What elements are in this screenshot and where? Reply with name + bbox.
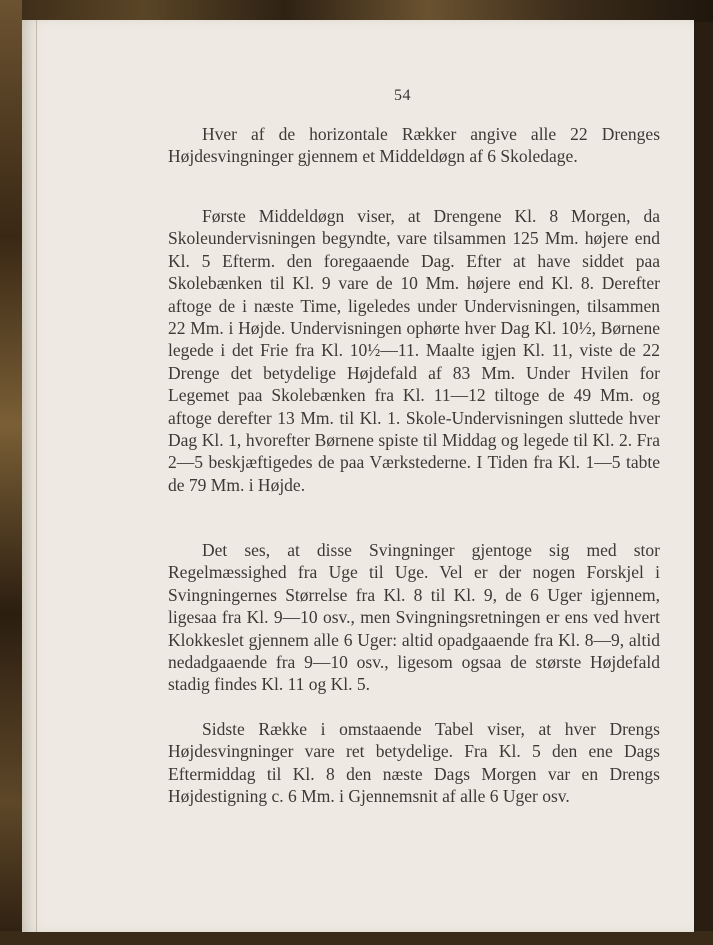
book-page	[22, 20, 694, 932]
book-binding-bottom	[0, 931, 713, 945]
paragraph-2: Første Middeldøgn viser, at Drengene Kl. 8 Morgen, da Skoleundervisningen begyndte, vare tilsammen 125 Mm. højere end Kl. 5 Efterm. den foregaaende Dag. Efter at have siddet paa Skolebænken til Kl. 9 vare de 10 Mm. højere end Kl. 8. Derefter aftoge de i næste Time, ligeledes under Undervisningen, tilsammen 22 Mm. i Højde. Undervisningen ophørte hver Dag Kl. 10½, Børnene legede i det Frie fra Kl. 10½—11. Maalte igjen Kl. 11, viste de 22 Drenge det betydelige Højdefald af 83 Mm. Under Hvilen for Legemet paa Skolebænken fra Kl. 11—12 tiltoge de 49 Mm. og aftoge derefter 13 Mm. til Kl. 1. Skole-Undervisningen sluttede hver Dag Kl. 1, hvorefter Børnene spiste til Middag og legede til Kl. 2. Fra 2—5 beskjæftigedes de paa Værkstederne. I Tiden fra Kl. 1—5 tabte de 79 Mm. i Højde.	[168, 206, 660, 495]
paragraph-1: Hver af de horizontale Rækker angive alle 22 Drenges Højdesvingninger gjennem et Middeldøgn af 6 Skoledage.	[168, 124, 660, 167]
book-binding-top	[0, 0, 713, 22]
page-gutter	[36, 20, 37, 932]
book-binding-left	[0, 0, 22, 945]
paragraph-3: Det ses, at disse Svingninger gjentoge sig med stor Regelmæssighed fra Uge til Uge. Vel er der nogen Forskjel i Svingningernes Størrelse fra Kl. 8 til Kl. 9, de 6 Uger igjennem, ligesaa fra Kl. 9—10 osv., men Svingningsretningen er ens ved hvert Klokkeslet gjennem alle 6 Uger: altid opadgaaende fra Kl. 8—9, altid nedadgaaende fra 9—10 osv., ligesom ogsaa de største Højdefald stadig findes Kl. 11 og Kl. 5.	[168, 540, 660, 695]
paragraph-4: Sidste Række i omstaaende Tabel viser, at hver Drengs Højdesvingninger vare ret betydelige. Fra Kl. 5 den ene Dags Eftermiddag til Kl. 8 den næste Dags Morgen var en Drengs Højdestigning c. 6 Mm. i Gjennemsnit af alle 6 Uger osv.	[168, 719, 660, 807]
page-number: 54	[394, 87, 411, 104]
